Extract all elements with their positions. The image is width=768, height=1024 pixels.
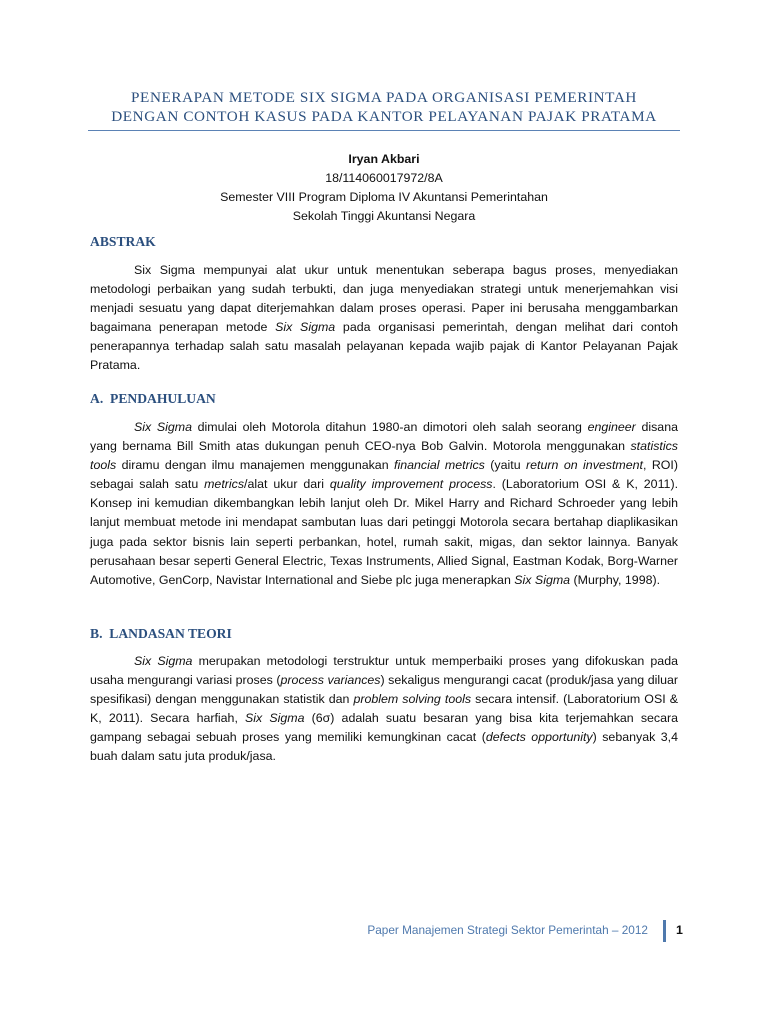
author-school: Sekolah Tinggi Akuntansi Negara (292, 209, 476, 223)
a-text-4: (yaitu (484, 458, 527, 473)
a-text-5: , ROI) sebagai salah satu (90, 458, 679, 492)
b-text-2: ) sekaligus mengurangi cacat (produk/jasa yang diluar spesifikasi) dengan menggunakan statistik dan (90, 673, 678, 707)
a-italic-1: Six Sigma (134, 420, 192, 434)
a-italic-7: quality improvement process (329, 477, 493, 492)
a-italic-2: engineer (587, 420, 636, 434)
abstract-text-1: Six Sigma mempunyai alat ukur untuk menentukan seberapa bagus proses, menyediakan metodologi perbaikan yang sudah terbukti, dan juga menyediakan strategi untuk menerjemahkan visi menjadi sesuatu yang dapat diterjemahkan dalam proses operasi. Paper ini berusaha menggambarkan bagaimana penerapan metode (90, 263, 678, 335)
title-divider (88, 130, 680, 131)
a-text-8: (Murphy, 1998). (570, 572, 661, 587)
b-italic-2: process variances (280, 673, 381, 688)
page-footer (330, 920, 666, 942)
a-text-1: dimulai oleh Motorola ditahun 1980-an dimotori oleh salah seorang (192, 420, 588, 434)
section-b-heading: B. LANDASAN TEORI (90, 626, 232, 641)
title-line-2: DENGAN CONTOH KASUS PADA KANTOR PELAYANAN PAJAK PRATAMA (111, 108, 657, 125)
a-italic-8: Six Sigma (514, 572, 571, 587)
abstract-italic-1: Six Sigma (275, 320, 336, 335)
a-italic-6: metrics (204, 477, 245, 492)
a-italic-5: return on investment (526, 458, 643, 473)
abstract-paragraph (90, 261, 678, 376)
b-text-1: merupakan metodologi terstruktur untuk memperbaiki proses yang difokuskan pada usaha mengurangi variasi proses ( (90, 654, 678, 688)
a-text-2: disana yang bernama Bill Smith atas dukungan penuh CEO-nya Bob Galvin. Motorola menggunakan (90, 420, 678, 454)
section-a-heading: A. PENDAHULUAN (90, 391, 216, 406)
footer-divider (663, 920, 666, 942)
a-text-6: /alat ukur dari (244, 477, 330, 492)
a-italic-4: financial metrics (394, 458, 485, 473)
b-text-3: secara intensif. (Laboratorium OSI & K, 2011). Secara harfiah, (90, 692, 678, 726)
b-text-4: (6σ) adalah suatu besaran yang bisa kita terjemahkan secara gampang sebagai sebuah proses yang memiliki kemungkinan cacat ( (90, 711, 679, 745)
author-block (88, 150, 680, 226)
page-number: 1 (676, 923, 683, 937)
b-italic-3: problem solving tools (353, 692, 472, 707)
footer-text: Paper Manajemen Strategi Sektor Pemerintah – 2012 (367, 923, 648, 937)
a-italic-3: statistics tools (90, 439, 678, 473)
title-line-1: PENERAPAN METODE SIX SIGMA PADA ORGANISASI PEMERINTAH (131, 89, 637, 106)
section-b-paragraph (90, 652, 678, 767)
abstract-heading: ABSTRAK (90, 234, 156, 249)
b-italic-4: Six Sigma (245, 711, 305, 726)
section-a-paragraph (90, 418, 678, 590)
a-text-3: diramu dengan ilmu manajemen menggunakan (116, 458, 395, 473)
author-program: Semester VIII Program Diploma IV Akuntansi Pemerintahan (220, 190, 548, 204)
a-text-7: . (Laboratorium OSI & K, 2011). Konsep ini kemudian dikembangkan lebih lanjut oleh Dr. Mikel Harry and Richard Schroeder yang lebih lanjut membuat metode ini mendapat sambutan luas dari petinggi Motorola secara bertahap diaplikasikan juga pada sektor bisnis lain seperti perbankan, hotel, rumah sakit, migas, dan sektor lainnya. Banyak perusahaan besar seperti General Electric, Texas Instruments, Allied Signal, Eastman Kodak, Borg-Warner Automotive, GenCorp, Navistar International and Siebe plc juga menerapkan (90, 477, 679, 587)
b-text-5: ) sebanyak 3,4 buah dalam satu juta produk/jasa. (90, 730, 678, 764)
abstract-text-2: pada organisasi pemerintah, dengan melihat dari contoh penerapannya terhadap salah satu masalah pelayanan kepada wajib pajak di Kantor Pelayanan Pajak Pratama. (90, 320, 678, 373)
paper-title (88, 88, 680, 126)
author-name: Iryan Akbari (348, 152, 420, 166)
author-id: 18/114060017972/8A (325, 171, 443, 185)
b-italic-5: defects opportunity (485, 730, 593, 745)
b-italic-1: Six Sigma (134, 654, 193, 668)
